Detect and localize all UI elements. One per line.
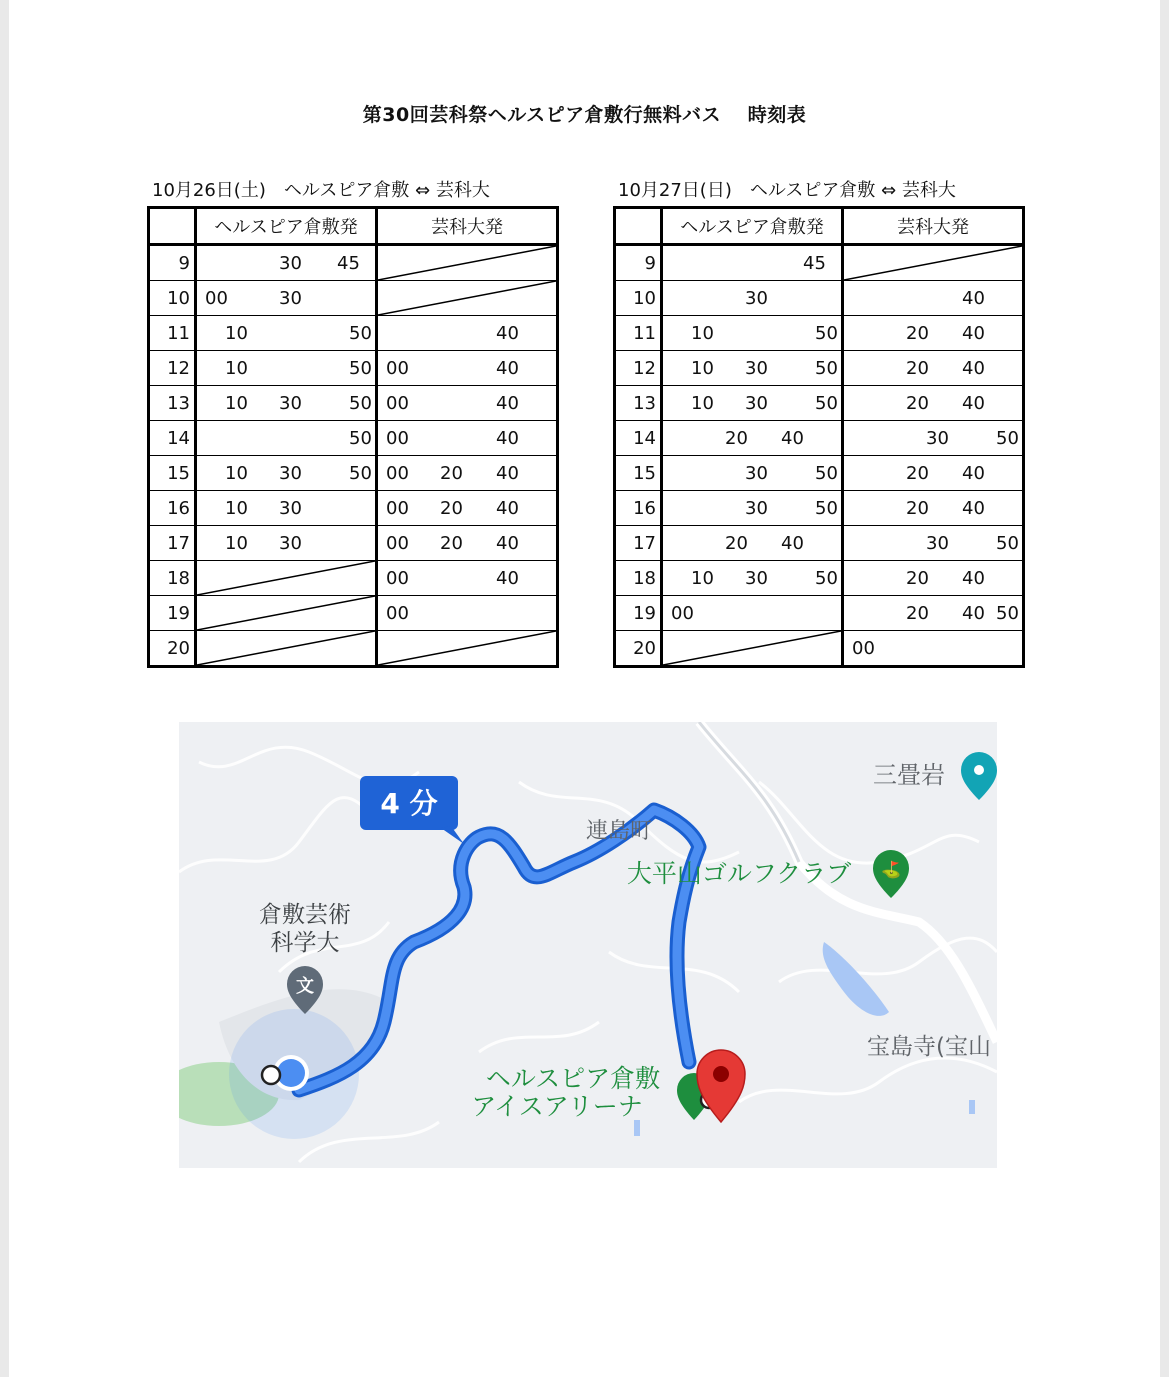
departure-time: 50 bbox=[815, 393, 838, 414]
departure-time: 20 bbox=[440, 498, 463, 519]
from-healthpia-cell bbox=[662, 561, 843, 596]
from-healthpia-cell bbox=[662, 491, 843, 526]
timetable-row bbox=[615, 421, 1024, 456]
from-healthpia-cell bbox=[196, 421, 377, 456]
from-healthpia-cell-none bbox=[196, 631, 377, 667]
from-university-cell bbox=[377, 596, 558, 631]
hour-cell: 18 bbox=[149, 561, 196, 596]
from-university-cell bbox=[377, 351, 558, 386]
from-university-cell bbox=[843, 351, 1024, 386]
from-university-cell bbox=[843, 561, 1024, 596]
destination-label-line1: ヘルスピア倉敷 bbox=[485, 1064, 661, 1093]
hour-cell: 9 bbox=[615, 245, 662, 281]
from-healthpia-cell bbox=[196, 456, 377, 491]
departure-time: 40 bbox=[962, 358, 985, 379]
golf-icon-glyph: ⛳ bbox=[881, 860, 901, 879]
departure-time: 40 bbox=[496, 533, 519, 554]
departure-time: 20 bbox=[906, 463, 929, 484]
departure-time: 10 bbox=[225, 533, 248, 554]
from-university-cell-none bbox=[377, 281, 558, 316]
departure-time: 40 bbox=[962, 393, 985, 414]
timetable-row bbox=[149, 281, 558, 316]
hour-cell: 14 bbox=[149, 421, 196, 456]
rock-label: 三畳岩 bbox=[873, 761, 945, 789]
departure-time: 30 bbox=[279, 498, 302, 519]
departure-time: 50 bbox=[815, 498, 838, 519]
from-healthpia-cell bbox=[196, 316, 377, 351]
timetable-row bbox=[615, 596, 1024, 631]
departure-time: 00 bbox=[386, 463, 409, 484]
from-university-cell-none bbox=[377, 631, 558, 667]
departure-time: 00 bbox=[205, 288, 228, 309]
timetable-day2 bbox=[613, 206, 1025, 668]
from-university-cell bbox=[843, 526, 1024, 561]
departure-time: 40 bbox=[496, 498, 519, 519]
departure-time: 40 bbox=[962, 603, 985, 624]
departure-time: 30 bbox=[745, 498, 768, 519]
departure-time: 40 bbox=[962, 463, 985, 484]
from-university-cell bbox=[377, 491, 558, 526]
departure-time: 40 bbox=[962, 568, 985, 589]
departure-time: 00 bbox=[386, 603, 409, 624]
departure-time: 00 bbox=[386, 568, 409, 589]
departure-time: 40 bbox=[496, 323, 519, 344]
golf-label: 大平山ゴルフクラブ bbox=[626, 859, 852, 888]
departure-time: 30 bbox=[926, 533, 949, 554]
departure-time: 00 bbox=[852, 638, 875, 659]
from-university-cell bbox=[843, 631, 1024, 667]
from-healthpia-cell-none bbox=[196, 561, 377, 596]
from-healthpia-cell bbox=[196, 281, 377, 316]
departure-time: 20 bbox=[906, 358, 929, 379]
from-healthpia-cell bbox=[662, 596, 843, 631]
from-healthpia-cell bbox=[662, 386, 843, 421]
from-healthpia-cell bbox=[662, 316, 843, 351]
from-university-cell bbox=[843, 596, 1024, 631]
departure-time: 40 bbox=[962, 498, 985, 519]
timetable-row bbox=[615, 351, 1024, 386]
timetable-row bbox=[615, 245, 1024, 281]
page-title: 第30回芸科祭ヘルスピア倉敷行無料バス 時刻表 bbox=[362, 104, 807, 126]
departure-time: 30 bbox=[279, 463, 302, 484]
timetable-row bbox=[615, 491, 1024, 526]
departure-time: 40 bbox=[781, 428, 804, 449]
departure-time: 50 bbox=[996, 428, 1019, 449]
departure-time: 30 bbox=[279, 288, 302, 309]
departure-time: 40 bbox=[496, 568, 519, 589]
departure-time: 40 bbox=[962, 288, 985, 309]
departure-time: 20 bbox=[725, 428, 748, 449]
hour-cell: 11 bbox=[149, 316, 196, 351]
timetable-row bbox=[615, 526, 1024, 561]
from-healthpia-cell bbox=[662, 245, 843, 281]
departure-time: 10 bbox=[691, 358, 714, 379]
timetable-row bbox=[615, 386, 1024, 421]
timetable-row bbox=[149, 316, 558, 351]
hour-cell: 16 bbox=[149, 491, 196, 526]
from-healthpia-cell bbox=[662, 281, 843, 316]
departure-time: 00 bbox=[386, 358, 409, 379]
from-healthpia-cell bbox=[662, 421, 843, 456]
departure-time: 50 bbox=[996, 603, 1019, 624]
from-healthpia-cell-none bbox=[196, 596, 377, 631]
departure-time: 50 bbox=[349, 428, 372, 449]
from-university-cell bbox=[377, 456, 558, 491]
from-healthpia-cell bbox=[196, 245, 377, 281]
hour-cell: 17 bbox=[615, 526, 662, 561]
departure-time: 20 bbox=[906, 498, 929, 519]
hour-cell: 20 bbox=[615, 631, 662, 667]
current-location-dot[interactable] bbox=[277, 1059, 305, 1087]
departure-time: 30 bbox=[279, 533, 302, 554]
from-university-header: 芸科大発 bbox=[377, 208, 558, 245]
from-healthpia-cell bbox=[196, 526, 377, 561]
timetable-row bbox=[615, 456, 1024, 491]
departure-time: 30 bbox=[279, 393, 302, 414]
school-icon-glyph: 文 bbox=[296, 976, 314, 997]
from-healthpia-cell bbox=[662, 456, 843, 491]
departure-time: 50 bbox=[349, 393, 372, 414]
hour-cell: 10 bbox=[149, 281, 196, 316]
departure-time: 40 bbox=[496, 463, 519, 484]
departure-time: 30 bbox=[745, 568, 768, 589]
departure-time: 30 bbox=[279, 253, 302, 274]
from-university-cell bbox=[377, 561, 558, 596]
hour-cell: 12 bbox=[615, 351, 662, 386]
hour-header bbox=[615, 208, 662, 245]
departure-time: 00 bbox=[386, 533, 409, 554]
departure-time: 40 bbox=[962, 323, 985, 344]
from-university-cell bbox=[843, 456, 1024, 491]
from-healthpia-cell bbox=[662, 526, 843, 561]
hour-cell: 13 bbox=[615, 386, 662, 421]
departure-time: 20 bbox=[906, 568, 929, 589]
from-university-cell bbox=[377, 526, 558, 561]
route-map bbox=[179, 722, 997, 1168]
timetable-row bbox=[149, 561, 558, 596]
departure-time: 20 bbox=[906, 393, 929, 414]
from-university-cell bbox=[843, 386, 1024, 421]
day2-heading: 10月27日(日) ヘルスピア倉敷 ⇔ 芸科大 bbox=[618, 180, 956, 201]
temple-label: 宝島寺(宝山 bbox=[867, 1034, 991, 1060]
water-mark-2 bbox=[634, 1120, 640, 1136]
from-healthpia-cell-none bbox=[662, 631, 843, 667]
departure-time: 20 bbox=[725, 533, 748, 554]
from-university-cell bbox=[843, 491, 1024, 526]
departure-time: 20 bbox=[906, 603, 929, 624]
hour-cell: 19 bbox=[615, 596, 662, 631]
from-university-cell bbox=[377, 421, 558, 456]
hour-cell: 18 bbox=[615, 561, 662, 596]
departure-time: 40 bbox=[496, 393, 519, 414]
departure-time: 30 bbox=[745, 463, 768, 484]
from-healthpia-header: ヘルスピア倉敷発 bbox=[662, 208, 843, 245]
hour-cell: 9 bbox=[149, 245, 196, 281]
from-university-cell-none bbox=[377, 245, 558, 281]
departure-time: 10 bbox=[225, 323, 248, 344]
hour-cell: 11 bbox=[615, 316, 662, 351]
departure-time: 50 bbox=[349, 358, 372, 379]
timetable-row bbox=[149, 351, 558, 386]
university-label-line1: 倉敷芸術 bbox=[259, 902, 351, 928]
timetable-row bbox=[149, 456, 558, 491]
departure-time: 45 bbox=[337, 253, 360, 274]
hour-cell: 15 bbox=[615, 456, 662, 491]
departure-time: 50 bbox=[996, 533, 1019, 554]
departure-time: 10 bbox=[691, 323, 714, 344]
departure-time: 50 bbox=[815, 463, 838, 484]
departure-time: 00 bbox=[386, 498, 409, 519]
departure-time: 30 bbox=[926, 428, 949, 449]
from-healthpia-cell bbox=[196, 386, 377, 421]
timetable-row bbox=[615, 281, 1024, 316]
from-healthpia-cell bbox=[196, 351, 377, 386]
from-university-cell bbox=[377, 386, 558, 421]
hour-cell: 13 bbox=[149, 386, 196, 421]
from-healthpia-cell bbox=[662, 351, 843, 386]
day1-heading: 10月26日(土) ヘルスピア倉敷 ⇔ 芸科大 bbox=[152, 180, 490, 201]
timetable-row bbox=[149, 596, 558, 631]
timetable-day1 bbox=[147, 206, 559, 668]
departure-time: 10 bbox=[691, 568, 714, 589]
hour-cell: 17 bbox=[149, 526, 196, 561]
departure-time: 00 bbox=[386, 393, 409, 414]
timetable-row bbox=[615, 631, 1024, 667]
duration-badge-text: 4 分 bbox=[380, 787, 438, 820]
departure-time: 10 bbox=[225, 393, 248, 414]
timetable-row bbox=[149, 386, 558, 421]
departure-time: 00 bbox=[671, 603, 694, 624]
timetable-header-row bbox=[149, 208, 558, 245]
departure-time: 00 bbox=[386, 428, 409, 449]
departure-time: 50 bbox=[815, 323, 838, 344]
hour-cell: 15 bbox=[149, 456, 196, 491]
hour-header bbox=[149, 208, 196, 245]
from-university-cell bbox=[843, 421, 1024, 456]
departure-time: 10 bbox=[225, 498, 248, 519]
departure-time: 20 bbox=[440, 463, 463, 484]
timetable-row bbox=[149, 421, 558, 456]
departure-time: 30 bbox=[745, 358, 768, 379]
timetable-row bbox=[149, 491, 558, 526]
timetable-row bbox=[149, 631, 558, 667]
departure-time: 10 bbox=[691, 393, 714, 414]
departure-time: 50 bbox=[815, 358, 838, 379]
destination-label-line2: アイスアリーナ bbox=[471, 1092, 643, 1121]
page-edge-left bbox=[0, 0, 9, 1377]
timetable-row bbox=[615, 316, 1024, 351]
hour-cell: 12 bbox=[149, 351, 196, 386]
departure-time: 20 bbox=[440, 533, 463, 554]
timetable-row bbox=[149, 245, 558, 281]
university-label-line2: 科学大 bbox=[270, 930, 340, 956]
departure-time: 30 bbox=[745, 288, 768, 309]
origin-marker bbox=[262, 1066, 280, 1084]
departure-time: 10 bbox=[225, 358, 248, 379]
hour-cell: 16 bbox=[615, 491, 662, 526]
departure-time: 45 bbox=[803, 253, 826, 274]
from-university-cell bbox=[843, 316, 1024, 351]
departure-time: 40 bbox=[781, 533, 804, 554]
hour-cell: 20 bbox=[149, 631, 196, 667]
from-university-cell bbox=[843, 281, 1024, 316]
from-healthpia-cell bbox=[196, 491, 377, 526]
from-university-cell-none bbox=[843, 245, 1024, 281]
hour-cell: 14 bbox=[615, 421, 662, 456]
water-mark bbox=[969, 1100, 975, 1114]
departure-time: 50 bbox=[815, 568, 838, 589]
departure-time: 20 bbox=[906, 323, 929, 344]
town-label: 連島町 bbox=[585, 819, 653, 844]
from-university-cell bbox=[377, 316, 558, 351]
departure-time: 40 bbox=[496, 428, 519, 449]
departure-time: 50 bbox=[349, 463, 372, 484]
timetable-row bbox=[149, 526, 558, 561]
from-university-header: 芸科大発 bbox=[843, 208, 1024, 245]
hour-cell: 10 bbox=[615, 281, 662, 316]
timetable-header-row bbox=[615, 208, 1024, 245]
departure-time: 10 bbox=[225, 463, 248, 484]
timetable-row bbox=[615, 561, 1024, 596]
from-healthpia-header: ヘルスピア倉敷発 bbox=[196, 208, 377, 245]
departure-time: 50 bbox=[349, 323, 372, 344]
page-edge-right bbox=[1160, 0, 1169, 1377]
hour-cell: 19 bbox=[149, 596, 196, 631]
departure-time: 30 bbox=[745, 393, 768, 414]
departure-time: 40 bbox=[496, 358, 519, 379]
